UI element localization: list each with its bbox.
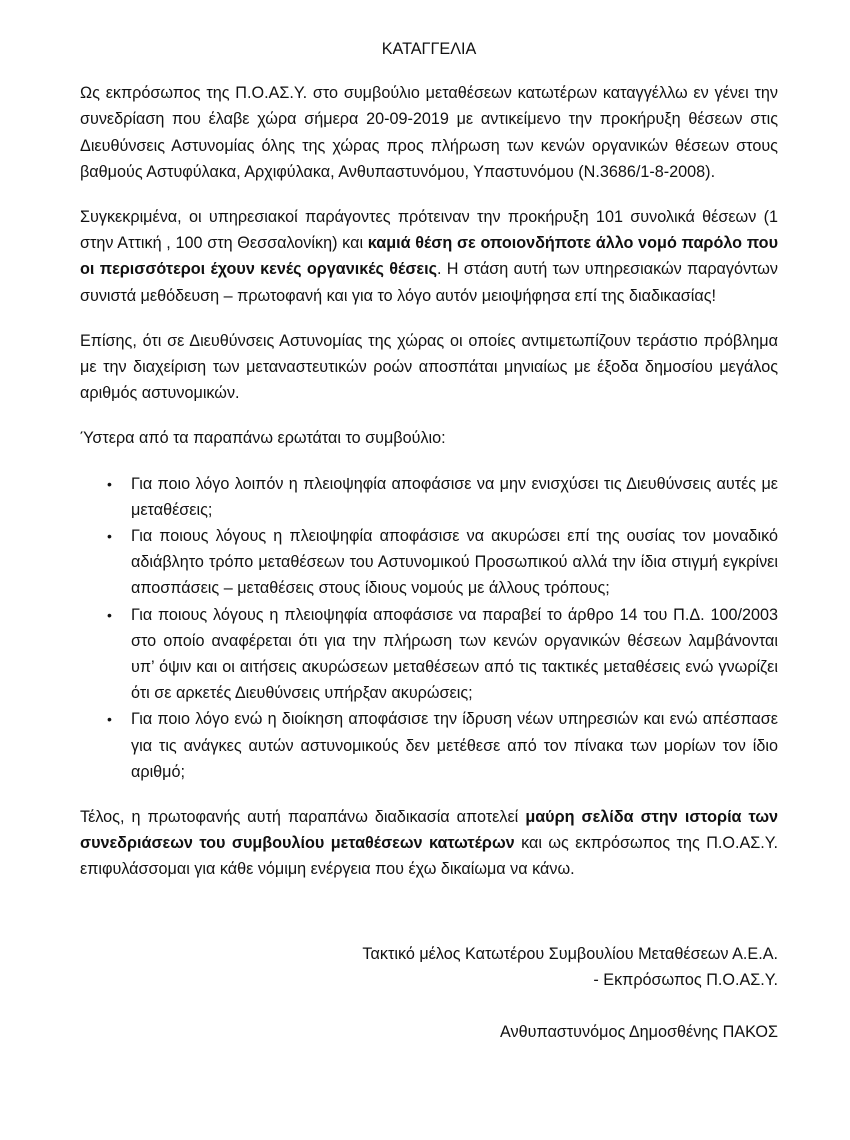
list-item <box>80 706 778 785</box>
list-item-text: Για ποιους λόγους η πλειοψηφία αποφάσισε να ακυρώσει επί της ουσίας τον μοναδικό αδιάβλητο τρόπο μεταθέσεων του Αστυνομικού Προσωπικού αλλά την ίδια στιγμή εγκρίνει αποσπάσεις – μεταθέσεις στους ίδιους νομούς με άλλους τρόπους; <box>131 527 778 598</box>
bullet-icon: • <box>107 475 112 492</box>
paragraph-specifics-text-a: Συγκεκριμένα, οι υπηρεσιακοί παράγοντες πρότειναν την προκήρυξη 101 συνολικά θέσεων (1 στην Αττική , 100 στη Θεσσαλονίκη) και <box>80 208 778 253</box>
document-page <box>80 36 778 1045</box>
list-item-text: Για ποιο λόγο ενώ η διοίκηση αποφάσισε την ίδρυση νέων υπηρεσιών και ενώ απέσπασε για τις ανάγκες αυτών αστυνομικούς δεν μετέθεσε από τον πίνακα των μορίων τον ίδιο αριθμό; <box>131 710 778 781</box>
signature-block <box>80 941 778 1046</box>
signature-role-line: Τακτικό μέλος Κατωτέρου Συμβουλίου Μεταθέσεων Α.Ε.Α. <box>362 944 778 963</box>
paragraph-intro: Ως εκπρόσωπος της Π.Ο.ΑΣ.Υ. στο συμβούλιο μεταθέσεων κατωτέρων καταγγέλλω εν γένει την συνεδρίαση που έλαβε χώρα σήμερα 20-09-2019 με αντικείμενο την προκήρυξη θέσεων στις Διευθύνσεις Αστυνομίας όλης της χώρας προς πλήρωση των κενών οργανικών θέσεων στους βαθμούς Αστυφύλακα, Αρχιφύλακα, Ανθυπαστυνόμου, Υπαστυνόμου (Ν.3686/1-8-2008). <box>80 84 778 181</box>
bullet-icon: • <box>107 711 112 728</box>
bullet-icon: • <box>107 606 112 623</box>
bullet-icon: • <box>107 528 112 545</box>
paragraph-conclusion-text-a: Τέλος, η πρωτοφανής αυτή παραπάνω διαδικασία αποτελεί <box>80 808 526 827</box>
list-item-text: Για ποιους λόγους η πλειοψηφία αποφάσισε να παραβεί το άρθρο 14 του Π.Δ. 100/2003 στο οποίο αναφέρεται ότι για την πλήρωση των κενών οργανικών θέσεων λαμβάνονται υπ’ όψιν και οι αιτήσεις ακυρώσεων μεταθέσεων από τις τακτικές μεταθέσεις ενώ γνωρίζει ότι σε αρκετές Διευθύνσεις υπήρξαν ακυρώσεις; <box>131 605 778 703</box>
paragraph-conclusion-bold: μαύρη σελίδα στην ιστορία των συνεδριάσεων του συμβουλίου μεταθέσεων κατωτέρων <box>80 808 778 853</box>
question-list <box>80 471 778 785</box>
paragraph-conclusion <box>80 804 778 883</box>
paragraph-specifics-text-b: . Η στάση αυτή των υπηρεσιακών παραγόντων συνιστά μεθόδευση – πρωτοφανή και για το λόγο αυτόν μειοψήφησα επί της διαδικασίας! <box>80 260 778 305</box>
paragraph-specifics <box>80 204 778 309</box>
list-item <box>80 523 778 602</box>
list-item <box>80 602 778 707</box>
list-item <box>80 471 778 523</box>
document-title: ΚΑΤΑΓΓΕΛΙΑ <box>381 40 477 58</box>
list-item-text: Για ποιο λόγο λοιπόν η πλειοψηφία αποφάσισε να μην ενισχύσει τις Διευθύνσεις αυτές με μεταθέσεις; <box>131 474 778 519</box>
paragraph-conclusion-text-b: και ως εκπρόσωπος της Π.Ο.ΑΣ.Υ. επιφυλάσσομαι για κάθε νόμιμη ενέργεια που έχω δικαίωμα να κάνω. <box>80 834 778 879</box>
paragraph-also: Επίσης, ότι σε Διευθύνσεις Αστυνομίας της χώρας οι οποίες αντιμετωπίζουν τεράστιο πρόβλημα με την διαχείριση των μεταναστευτικών ροών αποσπάται μηνιαίως με έξοδα δημοσίου μεγάλος αριθμός αστυνομικών. <box>80 331 778 403</box>
paragraph-specifics-bold: καμιά θέση σε οποιονδήποτε άλλο νομό παρόλο που οι περισσότεροι έχουν κενές οργανικές θέσεις <box>80 234 778 279</box>
signature-name: Ανθυπαστυνόμος Δημοσθένης ΠΑΚΟΣ <box>500 1023 778 1042</box>
paragraph-question-intro: Ύστερα από τα παραπάνω ερωτάται το συμβούλιο: <box>80 429 446 448</box>
signature-representative-line: - Εκπρόσωπος Π.Ο.ΑΣ.Υ. <box>593 970 778 989</box>
